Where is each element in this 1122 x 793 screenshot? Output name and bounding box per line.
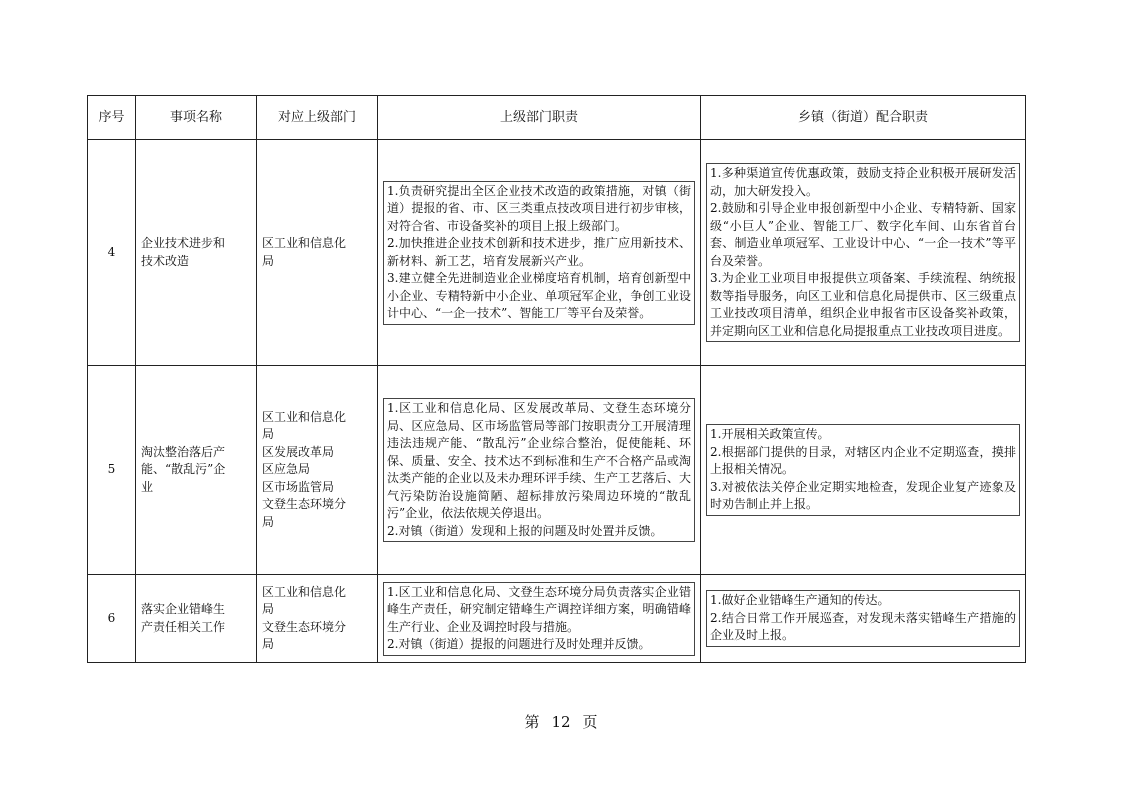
town-duties xyxy=(701,140,1026,366)
duty-item: 1.区工业和信息化局、区发展改革局、文登生态环境分局、区应急局、区市场监管局等部门按职责分工开展清理违法违规产能、“散乱污”企业综合整治，促使能耗、环保、质量、安全、技术达不到标准和生产不合格产品或淘汰类产能的企业以及未办理环评手续、生产工艺落后、大气污染防治设施简陋、超标排放污染周边环境的“散乱污”企业，依法依规关停退出。 xyxy=(387,401,691,520)
upper-duties xyxy=(378,575,701,663)
page-number: 12 xyxy=(551,713,571,731)
upper-duties xyxy=(378,366,701,575)
duty-item: 2.鼓励和引导企业申报创新型中小企业、专精特新、国家级“小巨人”企业、智能工厂、数字化车间、山东省首台套、制造业单项冠军、工业设计中心、“一企一技术”等平台及荣誉。 xyxy=(710,201,1016,268)
item-name-line: 淘汰整治落后产 xyxy=(141,444,226,459)
duty-item: 2.对镇（街道）发现和上报的问题及时处置并反馈。 xyxy=(387,523,663,538)
item-name-line: 技术改造 xyxy=(141,253,190,268)
page-number-footer xyxy=(0,711,1122,732)
department-line: 局 xyxy=(262,427,275,442)
item-name-line: 落实企业错峰生 xyxy=(141,602,226,616)
department-line: 区工业和信息化 xyxy=(262,584,347,599)
duty-item: 1.区工业和信息化局、文登生态环境分局负责落实企业错峰生产责任，研究制定错峰生产调控详细方案，明确错峰生产行业、企业及调控时段与措施。 xyxy=(387,584,691,634)
department-line: 区应急局 xyxy=(262,462,311,477)
town-duties-box xyxy=(706,424,1020,516)
town-duties xyxy=(701,575,1026,663)
department-line: 局 xyxy=(262,253,275,268)
duty-item: 3.建立健全先进制造业企业梯度培育机制，培育创新型中小企业、专精特新中小企业、单项冠军企业，争创工业设计中心、“一企一技术”、智能工厂等平台及荣誉。 xyxy=(387,271,691,320)
page-prefix: 第 xyxy=(524,713,540,731)
town-duties-box xyxy=(706,590,1020,647)
item-name-line: 企业技术进步和 xyxy=(141,236,226,250)
duty-item: 3.对被依法关停企业定期实地检查，发现企业复产迹象及时劝告制止并上报。 xyxy=(710,479,1016,512)
duty-item: 3.为企业工业项目申报提供立项备案、手续流程、纳统报数等指导服务，向区工业和信息化局提供市、区三级重点工业技改项目清单，组织企业申报省市区设备奖补政策，并定期向区工业和信息化局提报重点工业技改项目进度。 xyxy=(710,271,1016,338)
item-name-line: 业 xyxy=(141,479,154,494)
duty-item: 2.结合日常工作开展巡查，对发现未落实错峰生产措施的企业及时上报。 xyxy=(710,610,1016,643)
table-row xyxy=(88,575,1026,663)
department-line: 区工业和信息化 xyxy=(262,236,347,250)
table-row xyxy=(88,140,1026,366)
duty-item: 2.加快推进企业技术创新和技术进步，推广应用新技术、新材料、新工艺，培育发展新兴产业。 xyxy=(387,236,691,268)
duty-item: 2.根据部门提供的目录，对辖区内企业不定期巡查，摸排上报相关情况。 xyxy=(710,444,1016,477)
row-index: 6 xyxy=(88,575,136,663)
upper-duties-box xyxy=(383,398,695,542)
duty-item: 1.负责研究提出全区企业技术改造的政策措施，对镇（街道）提报的省、市、区三类重点技改项目进行初步审核，对符合省、市设备奖补的项目上报上级部门。 xyxy=(387,183,691,233)
item-name-line: 产责任相关工作 xyxy=(141,619,226,634)
upper-duties xyxy=(378,140,701,366)
item-name xyxy=(136,140,257,366)
table-row xyxy=(88,366,1026,575)
duties-table xyxy=(87,95,1026,663)
item-name-line: 能、“散乱污”企 xyxy=(141,462,226,477)
town-duties xyxy=(701,366,1026,575)
upper-department xyxy=(257,575,378,663)
row-index: 4 xyxy=(88,140,136,366)
row-index: 5 xyxy=(88,366,136,575)
duty-item: 2.对镇（街道）提报的问题进行及时处理并反馈。 xyxy=(387,637,651,651)
upper-duties-box xyxy=(383,582,695,656)
town-duties-box xyxy=(706,163,1020,342)
department-line: 区工业和信息化 xyxy=(262,409,347,424)
header-upper-department: 对应上级部门 xyxy=(257,96,378,140)
department-line: 文登生态环境分 xyxy=(262,619,347,634)
upper-department xyxy=(257,140,378,366)
duty-item: 1.多种渠道宣传优惠政策，鼓励支持企业积极开展研发活动，加大研发投入。 xyxy=(710,166,1016,198)
department-line: 文登生态环境分 xyxy=(262,497,347,512)
header-index: 序号 xyxy=(88,96,136,140)
department-line: 区市场监管局 xyxy=(262,479,335,494)
item-name xyxy=(136,575,257,663)
header-upper-duties: 上级部门职责 xyxy=(378,96,701,140)
table-header-row xyxy=(88,96,1026,140)
department-line: 局 xyxy=(262,637,275,651)
department-line: 局 xyxy=(262,514,275,529)
page-suffix: 页 xyxy=(582,713,598,731)
upper-department xyxy=(257,366,378,575)
item-name xyxy=(136,366,257,575)
upper-duties-box xyxy=(383,181,695,325)
department-line: 局 xyxy=(262,602,275,616)
department-line: 区发展改革局 xyxy=(262,444,335,459)
duty-item: 1.做好企业错峰生产通知的传达。 xyxy=(710,593,890,608)
duty-item: 1.开展相关政策宣传。 xyxy=(710,427,830,442)
header-town-duties: 乡镇（街道）配合职责 xyxy=(701,96,1026,140)
header-item-name: 事项名称 xyxy=(136,96,257,140)
